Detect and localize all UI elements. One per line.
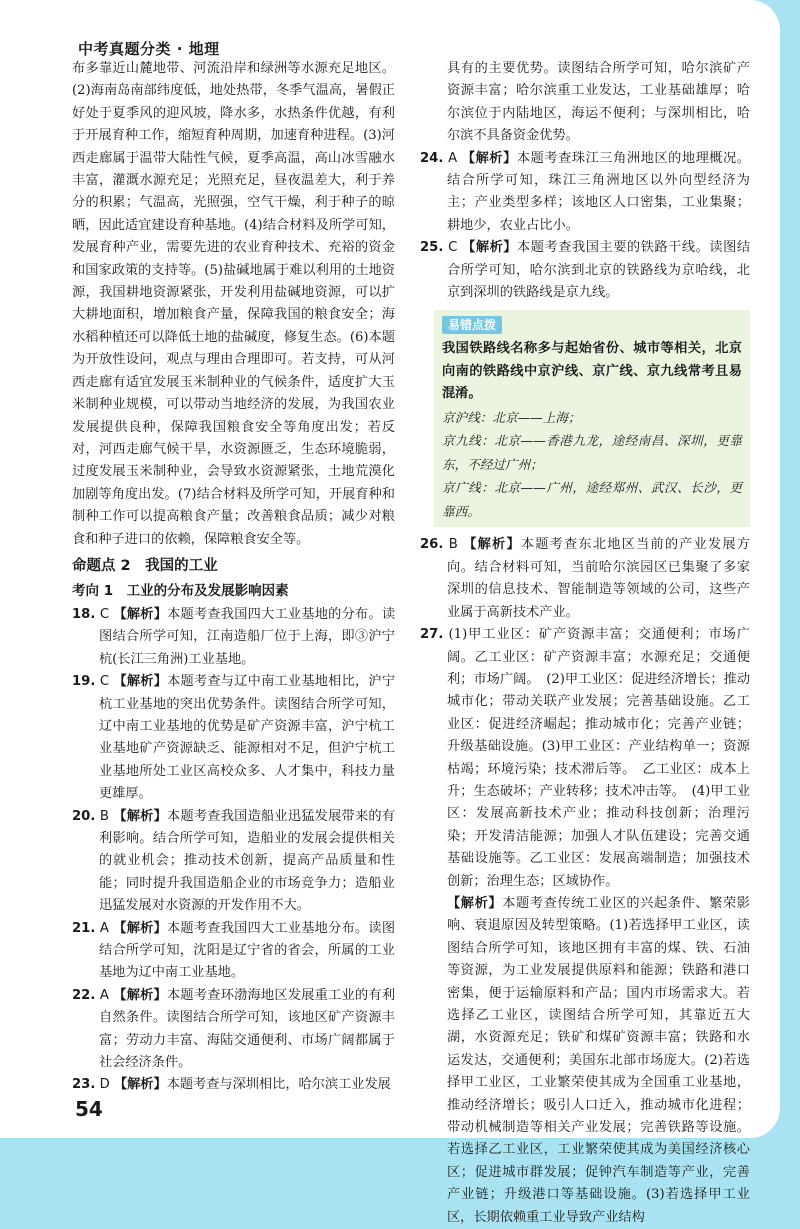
right-column: [420, 58, 750, 1229]
question-26: 26. B 【解析】本题考查东北地区当前的产业发展方向。结合材料可知，当前哈尔滨园区已集聚了多家深圳的信息技术、智能制造等领域的公司，这些产业属于高新技术产业。: [420, 537, 750, 620]
question-19: 19. C 【解析】本题考查与辽中南工业基地相比，沪宁杭工业基地的突出优势条件。读图结合所学可知，辽中南工业基地的优势是矿产资源丰富，沪宁杭工业基地矿产资源缺乏、能源相对不足，但沪宁杭工业基地所处工业区高校众多、人才集中，科技力量更雄厚。: [72, 674, 396, 802]
tip-box-summary: 我国铁路线名称多与起始省份、城市等相关，北京向南的铁路线中京沪线、京广线、京九线常考且易混淆。: [442, 341, 742, 402]
question-27-answer: 27. (1)甲工业区：矿产资源丰富；交通便利；市场广阔。乙工业区：矿产资源丰富；水源充足；交通便利；市场广阔。 (2)甲工业区：促进经济增长；推动城市化；带动关联产业发展；完善基础设施。乙工业区：促进经济崛起；推动城市化；完善产业链；升级基础设施。(3)甲工业区：产业结构单一；资源枯竭；环境污染；技术滞后等。 乙工业区：成本上升；生态破坏；产业转移；技术冲击等。 (4)甲工业区：发展高新技术产业；推动科技创新；治理污染；开发清洁能源；加强人才队伍建设；完善交通基础设施等。乙工业区：发展高端制造；加强技术创新；治理生态；区域协作。: [420, 627, 750, 889]
section-title: 命题点 2 我国的工业: [72, 557, 218, 574]
tip-line-jingjiu: 京九线：北京——香港九龙，途经南昌、深圳，更靠东，不经过广州；: [442, 433, 742, 472]
page-number: 54: [75, 1097, 103, 1121]
tip-box-label: 易错点拨: [442, 316, 502, 334]
question-22: 22. A 【解析】本题考查环渤海地区发展重工业的有利自然条件。读图结合所学可知，该地区矿产资源丰富；劳动力丰富、海陆交通便利、市场广阔都属于社会经济条件。: [72, 987, 396, 1071]
question-24: 24. A 【解析】本题考查珠江三角洲地区的地理概况。结合所学可知，珠江三角洲地区以外向型经济为主；产业类型多样；该地区人口密集，工业集聚；耕地少，农业占比小。: [420, 150, 750, 233]
left-column: [72, 58, 395, 1097]
question-21: 21. A 【解析】本题考查我国四大工业基地分布。读图结合所学可知，沈阳是辽宁省的省会，所属的工业基地为辽中南工业基地。: [72, 920, 396, 981]
page-header-title: 中考真题分类 · 地理: [78, 40, 220, 58]
tip-line-jingguang: 京广线：北京——广州，途经郑州、武汉、长沙，更靠西。: [442, 480, 742, 519]
right-intro-paragraph: 具有的主要优势。读图结合所学可知，哈尔滨矿产资源丰富；哈尔滨重工业发达，工业基础雄厚；哈尔滨位于内陆地区，海运不便利；与深圳相比，哈尔滨不具备资金优势。: [447, 61, 750, 144]
question-27-analysis: 【解析】本题考查传统工业区的兴起条件、繁荣影响、衰退原因及转型策略。(1)若选择甲工业区，读图结合所学可知，该地区拥有丰富的煤、铁、石油等资源，为工业发展提供原料和能源；铁路和港口密集，便于运输原料和产品；国内市场需求大。若选择乙工业区，读图结合所学可知，其靠近五大湖，水资源充足；铁矿和煤矿资源丰富；铁路和水运发达，交通便利；美国东北部市场庞大。(2)若选择甲工业区，工业繁荣使其成为全国重工业基地，推动经济增长；吸引人口迁入，推动城市化进程；带动机械制造等相关产业发展；完善铁路等设施。若选择乙工业区，工业繁荣使其成为美国经济核心区；促进城市群发展；促钟汽车制造等产业，完善产业链；升级港口等基础设施。(3)若选择甲工业区，长期依赖重工业导致产业结构: [447, 895, 750, 1225]
left-intro-paragraph: 布多靠近山麓地带、河流沿岸和绿洲等水源充足地区。(2)海南岛南部纬度低，地处热带，冬季气温高，暑假正好处于夏季风的迎风坡，降水多，水热条件优越，有利于开展育种工作，缩短育种周期，加速育种进程。(3)河西走廊属于温带大陆性气候，夏季高温，高山冰雪融水丰富，灌溉水源充足；光照充足，昼夜温差大，利于养分的积累；气温高，光照强，空气干燥，利于种子的晾晒，因此适宜建设育种基地。(4)结合材料及所学可知，发展育种产业，需要先进的农业育种技术、充裕的资金和国家政策的支持等。(5)盐碱地属于难以利用的土地资源，我国耕地资源紧张，开发利用盐碱地资源，可以扩大耕地面积，增加粮食产量，保障我国的粮食安全；海水稻种植还可以降低土地的盐碱度，修复生态。(6)本题为开放性设问，观点与理由合理即可。若支持，可从河西走廊有适宜发展玉米制种业的气候条件，适度扩大玉米制种业规模，可以带动当地经济的发展，为我国农业发展提供良种，保障我国粮食安全等角度出发；若反对，河西走廊气候干旱，水资源匮乏，生态环境脆弱，过度发展玉米制种业，会导致水资源紧张，土地荒漠化加剧等角度出发。(7)结合材料及所学可知，开展育种和制种工作可以提高粮食产量；改善粮食品质；减少对粮食和种子进口的依赖，保障粮食安全等。: [72, 61, 395, 547]
question-18: 18. C 【解析】本题考查我国四大工业基地的分布。读图结合所学可知，江南造船厂位于上海，即③沪宁杭(长江三角洲)工业基地。: [72, 606, 396, 667]
tip-box: [434, 310, 750, 527]
section-subtitle: 考向 1 工业的分布及发展影响因素: [72, 582, 289, 599]
question-20: 20. B 【解析】本题考查我国造船业迅猛发展带来的有利影响。结合所学可知，造船业的发展会提供相关的就业机会；推动技术创新，提高产品质量和性能；同时提升我国造船企业的市场竞争力；造船业迅猛发展对水资源的开发作用不大。: [72, 808, 395, 914]
tip-line-jinghu: 京沪线：北京——上海；: [442, 409, 581, 425]
question-25: 25. C 【解析】本题考查我国主要的铁路干线。读图结合所学可知，哈尔滨到北京的铁路线为京哈线，北京到深圳的铁路线是京九线。: [420, 240, 751, 301]
question-23: 23. D 【解析】本题考查与深圳相比，哈尔滨工业发展: [72, 1077, 391, 1093]
